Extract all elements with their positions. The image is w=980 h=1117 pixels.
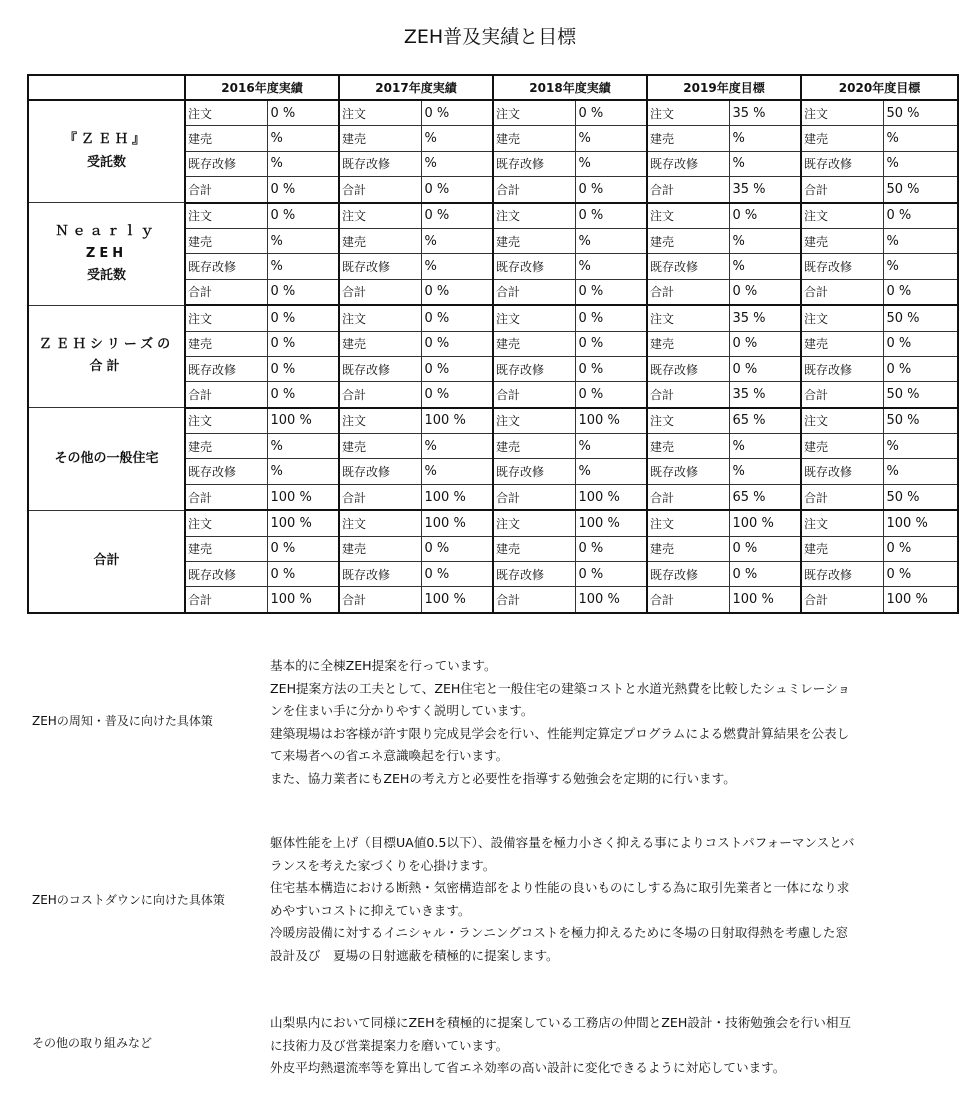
row-type-label: 建売: [339, 228, 421, 253]
percentage-value: 0 %: [575, 562, 647, 587]
row-type-label: 建売: [801, 126, 883, 151]
row-type-label: 合計: [647, 382, 729, 408]
percentage-value: 0 %: [421, 536, 493, 561]
row-type-label: 建売: [647, 536, 729, 561]
row-type-label: 既存改修: [493, 356, 575, 381]
row-type-label: 注文: [801, 100, 883, 126]
year-header: 2018年度実績: [493, 75, 647, 100]
table-row: [28, 408, 958, 434]
row-type-label: 注文: [647, 203, 729, 229]
row-type-label: 建売: [801, 331, 883, 356]
row-type-label: 既存改修: [185, 562, 267, 587]
percentage-value: 35 %: [729, 177, 801, 203]
percentage-value: %: [575, 254, 647, 279]
row-type-label: 既存改修: [339, 356, 421, 381]
row-type-label: 既存改修: [185, 459, 267, 484]
row-type-label: 建売: [647, 228, 729, 253]
percentage-value: 0 %: [267, 305, 339, 331]
row-type-label: 既存改修: [647, 151, 729, 176]
section-line: 設計及び 夏場の日射遮蔽を積極的に提案します。: [270, 947, 559, 963]
percentage-value: 0 %: [729, 562, 801, 587]
percentage-value: 0 %: [883, 356, 958, 381]
percentage-value: %: [883, 434, 958, 459]
row-type-label: 注文: [339, 100, 421, 126]
page-title: ZEH普及実績と目標: [403, 26, 577, 48]
category-label-line: 受託数: [86, 154, 126, 170]
percentage-value: 0 %: [421, 177, 493, 203]
percentage-value: 0 %: [729, 331, 801, 356]
percentage-value: 0 %: [421, 279, 493, 305]
percentage-value: 100 %: [421, 587, 493, 613]
row-type-label: 既存改修: [801, 254, 883, 279]
section-body: [270, 655, 960, 790]
percentage-value: 35 %: [729, 305, 801, 331]
percentage-value: 0 %: [729, 536, 801, 561]
row-type-label: 既存改修: [339, 151, 421, 176]
zeh-results-table: [27, 74, 959, 614]
section-body: [270, 832, 960, 967]
percentage-value: 0 %: [729, 279, 801, 305]
row-type-label: 注文: [647, 510, 729, 536]
section-label: ZEHの周知・普及に向けた具体策: [32, 714, 213, 728]
percentage-value: 0 %: [267, 100, 339, 126]
row-type-label: 建売: [185, 331, 267, 356]
row-type-label: 既存改修: [801, 562, 883, 587]
percentage-value: %: [575, 228, 647, 253]
row-type-label: 既存改修: [801, 459, 883, 484]
row-type-label: 既存改修: [647, 562, 729, 587]
row-type-label: 建売: [339, 536, 421, 561]
category-label: [28, 100, 185, 203]
percentage-value: %: [883, 151, 958, 176]
row-type-label: 合計: [493, 382, 575, 408]
category-label: [28, 203, 185, 306]
row-type-label: 注文: [493, 408, 575, 434]
row-type-label: 建売: [493, 228, 575, 253]
row-type-label: 建売: [801, 434, 883, 459]
section-line: 建築現場はお客様が許す限り完成見学会を行い、性能判定算定プログラムによる燃費計算結果を公表し: [270, 725, 850, 741]
year-header: 2017年度実績: [339, 75, 493, 100]
row-type-label: 注文: [801, 408, 883, 434]
percentage-value: 100 %: [421, 510, 493, 536]
section-line: ンを住まい手に分かりやすく説明しています。: [270, 703, 534, 718]
percentage-value: 0 %: [267, 279, 339, 305]
row-type-label: 建売: [185, 434, 267, 459]
table-row: [28, 510, 958, 536]
table-header-row: [28, 75, 958, 100]
percentage-value: %: [883, 126, 958, 151]
percentage-value: 100 %: [267, 510, 339, 536]
percentage-value: 0 %: [575, 382, 647, 408]
row-type-label: 合計: [339, 484, 421, 510]
percentage-value: 0 %: [421, 331, 493, 356]
percentage-value: 0 %: [575, 203, 647, 229]
row-type-label: 建売: [801, 228, 883, 253]
category-label-line: ＺＥＨシリーズの合計: [38, 337, 175, 375]
percentage-value: 100 %: [421, 484, 493, 510]
row-type-label: 建売: [493, 331, 575, 356]
category-label: [28, 408, 185, 511]
section-line: 冷暖房設備に対するイニシャル・ランニングコストを極力抑えるために冬場の日射取得熱を考慮した窓: [270, 925, 849, 940]
table-row: [28, 100, 958, 126]
percentage-value: 65 %: [729, 484, 801, 510]
percentage-value: 50 %: [883, 408, 958, 434]
category-label-line: 受託数: [86, 267, 126, 283]
row-type-label: 既存改修: [185, 254, 267, 279]
percentage-value: 35 %: [729, 382, 801, 408]
row-type-label: 既存改修: [801, 151, 883, 176]
percentage-value: %: [421, 228, 493, 253]
percentage-value: %: [883, 228, 958, 253]
row-type-label: 注文: [185, 203, 267, 229]
row-type-label: 合計: [493, 177, 575, 203]
row-type-label: 既存改修: [339, 459, 421, 484]
percentage-value: %: [267, 459, 339, 484]
category-label: [28, 510, 185, 613]
section-label: ZEHのコストダウンに向けた具体策: [32, 893, 225, 907]
row-type-label: 既存改修: [493, 562, 575, 587]
percentage-value: %: [883, 254, 958, 279]
percentage-value: 50 %: [883, 305, 958, 331]
row-type-label: 合計: [647, 587, 729, 613]
row-type-label: 注文: [647, 408, 729, 434]
row-type-label: 注文: [339, 305, 421, 331]
row-type-label: 注文: [493, 305, 575, 331]
category-label-line: 『ＺＥＨ』: [63, 132, 149, 148]
percentage-value: 100 %: [575, 408, 647, 434]
percentage-value: %: [729, 228, 801, 253]
percentage-value: %: [267, 434, 339, 459]
row-type-label: 建売: [801, 536, 883, 561]
category-label-line: その他の一般住宅: [54, 450, 159, 466]
percentage-value: 0 %: [575, 305, 647, 331]
percentage-value: 0 %: [267, 562, 339, 587]
section-line: 住宅基本構造における断熱・気密構造部をより性能の良いものにしする為に取引先業者と一体になり求: [270, 880, 850, 895]
percentage-value: %: [575, 459, 647, 484]
row-type-label: 建売: [493, 536, 575, 561]
percentage-value: 0 %: [729, 203, 801, 229]
row-type-label: 合計: [339, 177, 421, 203]
percentage-value: 0 %: [267, 203, 339, 229]
row-type-label: 注文: [339, 203, 421, 229]
section-body: [270, 1012, 960, 1080]
percentage-value: 100 %: [421, 408, 493, 434]
percentage-value: 100 %: [267, 408, 339, 434]
percentage-value: 0 %: [267, 536, 339, 561]
row-type-label: 合計: [801, 279, 883, 305]
row-type-label: 合計: [339, 587, 421, 613]
row-type-label: 注文: [185, 408, 267, 434]
percentage-value: 100 %: [729, 510, 801, 536]
percentage-value: 100 %: [575, 587, 647, 613]
row-type-label: 注文: [801, 510, 883, 536]
percentage-value: 100 %: [267, 587, 339, 613]
row-type-label: 建売: [185, 228, 267, 253]
percentage-value: 0 %: [729, 356, 801, 381]
row-type-label: 既存改修: [647, 254, 729, 279]
percentage-value: %: [729, 434, 801, 459]
percentage-value: 0 %: [421, 100, 493, 126]
row-type-label: 建売: [647, 126, 729, 151]
percentage-value: 0 %: [883, 536, 958, 561]
section-line: ランスを考えた家づくりを心掛けます。: [270, 857, 496, 873]
corner-cell: [28, 75, 185, 100]
row-type-label: 既存改修: [493, 254, 575, 279]
percentage-value: 65 %: [729, 408, 801, 434]
percentage-value: 100 %: [729, 587, 801, 613]
percentage-value: 0 %: [267, 177, 339, 203]
percentage-value: %: [883, 459, 958, 484]
row-type-label: 既存改修: [339, 254, 421, 279]
row-type-label: 注文: [339, 510, 421, 536]
row-type-label: 既存改修: [647, 356, 729, 381]
percentage-value: %: [575, 126, 647, 151]
percentage-value: 0 %: [421, 203, 493, 229]
section-label: その他の取り組みなど: [32, 1036, 153, 1050]
percentage-value: %: [421, 434, 493, 459]
row-type-label: 合計: [647, 177, 729, 203]
section-line: て来場者への省エネ意識喚起を行います。: [270, 748, 509, 763]
percentage-value: 0 %: [883, 331, 958, 356]
section-line: また、協力業者にもZEHの考え方と必要性を指導する勉強会を定期的に行います。: [270, 770, 736, 786]
category-label-line: 合計: [93, 553, 120, 569]
table-row: [28, 305, 958, 331]
row-type-label: 既存改修: [801, 356, 883, 381]
percentage-value: 0 %: [421, 356, 493, 381]
row-type-label: 既存改修: [493, 151, 575, 176]
percentage-value: %: [575, 151, 647, 176]
row-type-label: 合計: [493, 279, 575, 305]
percentage-value: 0 %: [421, 562, 493, 587]
row-type-label: 注文: [647, 100, 729, 126]
percentage-value: %: [729, 151, 801, 176]
row-type-label: 注文: [185, 100, 267, 126]
row-type-label: 建売: [339, 331, 421, 356]
percentage-value: 35 %: [729, 100, 801, 126]
percentage-value: 100 %: [883, 510, 958, 536]
row-type-label: 建売: [647, 434, 729, 459]
row-type-label: 建売: [493, 434, 575, 459]
row-type-label: 合計: [185, 177, 267, 203]
row-type-label: 合計: [185, 279, 267, 305]
row-type-label: 合計: [801, 177, 883, 203]
row-type-label: 建売: [339, 434, 421, 459]
row-type-label: 合計: [185, 382, 267, 408]
percentage-value: 0 %: [267, 356, 339, 381]
percentage-value: 0 %: [575, 331, 647, 356]
percentage-value: %: [421, 151, 493, 176]
section-line: めやすいコストに抑えていきます。: [270, 902, 471, 918]
percentage-value: 0 %: [575, 536, 647, 561]
row-type-label: 注文: [185, 510, 267, 536]
year-header: 2016年度実績: [185, 75, 339, 100]
year-header: 2019年度目標: [647, 75, 801, 100]
percentage-value: 0 %: [267, 382, 339, 408]
percentage-value: %: [267, 126, 339, 151]
row-type-label: 既存改修: [185, 151, 267, 176]
percentage-value: %: [729, 126, 801, 151]
section-line: ZEH提案方法の工夫として、ZEH住宅と一般住宅の建築コストと水道光熱費を比較したシュミレーショ: [270, 680, 851, 696]
row-type-label: 建売: [185, 126, 267, 151]
row-type-label: 合計: [493, 484, 575, 510]
percentage-value: %: [421, 126, 493, 151]
percentage-value: 0 %: [421, 305, 493, 331]
row-type-label: 合計: [185, 587, 267, 613]
row-type-label: 合計: [801, 587, 883, 613]
row-type-label: 既存改修: [493, 459, 575, 484]
percentage-value: %: [575, 434, 647, 459]
row-type-label: 注文: [493, 100, 575, 126]
row-type-label: 建売: [185, 536, 267, 561]
percentage-value: 0 %: [575, 177, 647, 203]
row-type-label: 合計: [647, 279, 729, 305]
row-type-label: 合計: [339, 279, 421, 305]
percentage-value: %: [267, 228, 339, 253]
row-type-label: 注文: [185, 305, 267, 331]
percentage-value: %: [729, 459, 801, 484]
row-type-label: 注文: [339, 408, 421, 434]
percentage-value: %: [421, 459, 493, 484]
row-type-label: 建売: [339, 126, 421, 151]
percentage-value: 0 %: [883, 279, 958, 305]
percentage-value: %: [421, 254, 493, 279]
row-type-label: 注文: [801, 203, 883, 229]
percentage-value: %: [267, 151, 339, 176]
percentage-value: 0 %: [575, 279, 647, 305]
table-row: [28, 203, 958, 229]
row-type-label: 建売: [493, 126, 575, 151]
percentage-value: %: [729, 254, 801, 279]
percentage-value: 100 %: [267, 484, 339, 510]
percentage-value: 0 %: [575, 356, 647, 381]
percentage-value: 0 %: [883, 562, 958, 587]
percentage-value: 0 %: [883, 203, 958, 229]
row-type-label: 合計: [801, 484, 883, 510]
percentage-value: 0 %: [267, 331, 339, 356]
row-type-label: 既存改修: [185, 356, 267, 381]
section-line: 外皮平均熱還流率等を算出して省エネ効率の高い設計に変化できるように対応しています。: [270, 1060, 786, 1075]
percentage-value: %: [267, 254, 339, 279]
section-line: 山梨県内において同様にZEHを積極的に提案している工務店の仲間とZEH設計・技術勉強会を行い相互: [270, 1015, 852, 1030]
row-type-label: 既存改修: [647, 459, 729, 484]
category-label: [28, 305, 185, 408]
percentage-value: 50 %: [883, 484, 958, 510]
row-type-label: 既存改修: [339, 562, 421, 587]
row-type-label: 注文: [801, 305, 883, 331]
section-line: 基本的に全棟ZEH提案を行っています。: [270, 658, 497, 673]
row-type-label: 合計: [493, 587, 575, 613]
percentage-value: 0 %: [575, 100, 647, 126]
row-type-label: 合計: [339, 382, 421, 408]
percentage-value: 0 %: [421, 382, 493, 408]
section-line: 躯体性能を上げ（目標UA値0.5以下）、設備容量を極力小さく抑える事によりコストパフォーマンスとバ: [270, 835, 855, 850]
row-type-label: 注文: [647, 305, 729, 331]
category-label-line: Ｎｅａｒｌｙ ZEH: [55, 223, 158, 261]
percentage-value: 50 %: [883, 177, 958, 203]
percentage-value: 100 %: [575, 510, 647, 536]
percentage-value: 50 %: [883, 382, 958, 408]
section-line: に技術力及び営業提案力を磨いています。: [270, 1037, 509, 1053]
year-header: 2020年度目標: [801, 75, 958, 100]
row-type-label: 合計: [647, 484, 729, 510]
row-type-label: 合計: [185, 484, 267, 510]
percentage-value: 50 %: [883, 100, 958, 126]
percentage-value: 100 %: [575, 484, 647, 510]
row-type-label: 注文: [493, 203, 575, 229]
row-type-label: 合計: [801, 382, 883, 408]
row-type-label: 注文: [493, 510, 575, 536]
row-type-label: 建売: [647, 331, 729, 356]
percentage-value: 100 %: [883, 587, 958, 613]
